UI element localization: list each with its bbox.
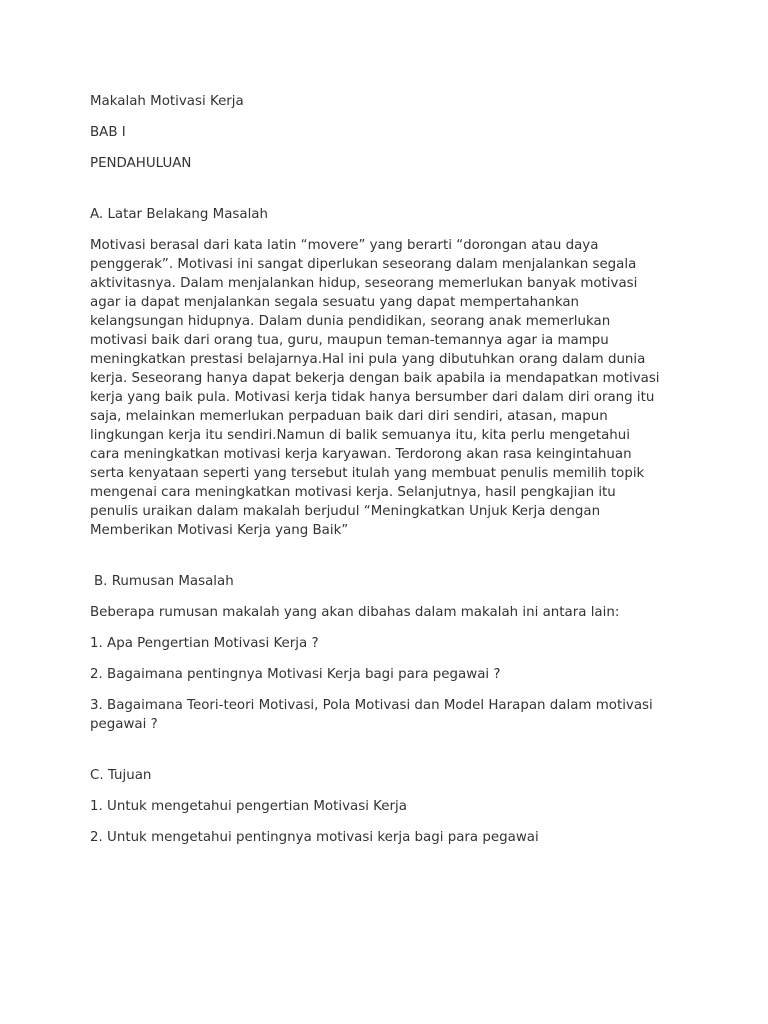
section-c-item-1: 1. Untuk mengetahui pengertian Motivasi Kerja bbox=[90, 799, 407, 814]
section-b-item-3 bbox=[90, 696, 680, 734]
section-c-heading: C. Tujuan bbox=[90, 768, 152, 783]
paragraph-line: agar ia dapat menjalankan segala sesuatu yang dapat mempertahankan bbox=[90, 295, 580, 310]
paragraph-line: aktivitasnya. Dalam menjalankan hidup, seseorang memerlukan banyak motivasi bbox=[90, 276, 638, 291]
section-b-item-2: 2. Bagaimana pentingnya Motivasi Kerja bagi para pegawai ? bbox=[90, 667, 501, 682]
paragraph-line: penulis uraikan dalam makalah berjudul “Meningkatkan Unjuk Kerja dengan bbox=[90, 504, 601, 519]
list-item-line: pegawai ? bbox=[90, 717, 158, 732]
paragraph-line: meningkatkan prestasi belajarnya.Hal ini pula yang dibutuhkan orang dalam dunia bbox=[90, 352, 646, 367]
section-b-heading: B. Rumusan Masalah bbox=[94, 574, 234, 589]
section-a-paragraph bbox=[90, 236, 680, 540]
paragraph-line: Motivasi berasal dari kata latin “movere” yang berarti “dorongan atau daya bbox=[90, 238, 599, 253]
paragraph-line: saja, melainkan memerlukan perpaduan baik dari diri sendiri, atasan, mapun bbox=[90, 409, 608, 424]
chapter-number: BAB I bbox=[90, 125, 126, 140]
paragraph-line: penggerak”. Motivasi ini sangat diperlukan seseorang dalam menjalankan segala bbox=[90, 257, 637, 272]
paragraph-line: kerja yang baik pula. Motivasi kerja tidak hanya bersumber dari dalam diri orang itu bbox=[90, 390, 655, 405]
paragraph-line: cara meningkatkan motivasi kerja karyawan. Terdorong akan rasa keingintahuan bbox=[90, 447, 632, 462]
section-a-heading: A. Latar Belakang Masalah bbox=[90, 207, 268, 222]
paragraph-line: motivasi baik dari orang tua, guru, maupun teman-temannya agar ia mampu bbox=[90, 333, 609, 348]
document-title: Makalah Motivasi Kerja bbox=[90, 94, 244, 109]
section-b-item-1: 1. Apa Pengertian Motivasi Kerja ? bbox=[90, 636, 319, 651]
paragraph-line: lingkungan kerja itu sendiri.Namun di balik semuanya itu, kita perlu mengetahui bbox=[90, 428, 630, 443]
chapter-title: PENDAHULUAN bbox=[90, 156, 192, 171]
section-b-intro: Beberapa rumusan makalah yang akan dibahas dalam makalah ini antara lain: bbox=[90, 605, 620, 620]
paragraph-line: serta kenyataan seperti yang tersebut itulah yang membuat penulis memilih topik bbox=[90, 466, 645, 481]
document-body bbox=[90, 92, 680, 859]
paragraph-line: kerja. Seseorang hanya dapat bekerja dengan baik apabila ia mendapatkan motivasi bbox=[90, 371, 660, 386]
paragraph-line: Memberikan Motivasi Kerja yang Baik” bbox=[90, 523, 349, 538]
section-c-item-2: 2. Untuk mengetahui pentingnya motivasi kerja bagi para pegawai bbox=[90, 830, 539, 845]
list-item-line: 3. Bagaimana Teori-teori Motivasi, Pola Motivasi dan Model Harapan dalam motivasi bbox=[90, 698, 653, 713]
paragraph-line: mengenai cara meningkatkan motivasi kerja. Selanjutnya, hasil pengkajian itu bbox=[90, 485, 616, 500]
paragraph-line: kelangsungan hidupnya. Dalam dunia pendidikan, seorang anak memerlukan bbox=[90, 314, 611, 329]
